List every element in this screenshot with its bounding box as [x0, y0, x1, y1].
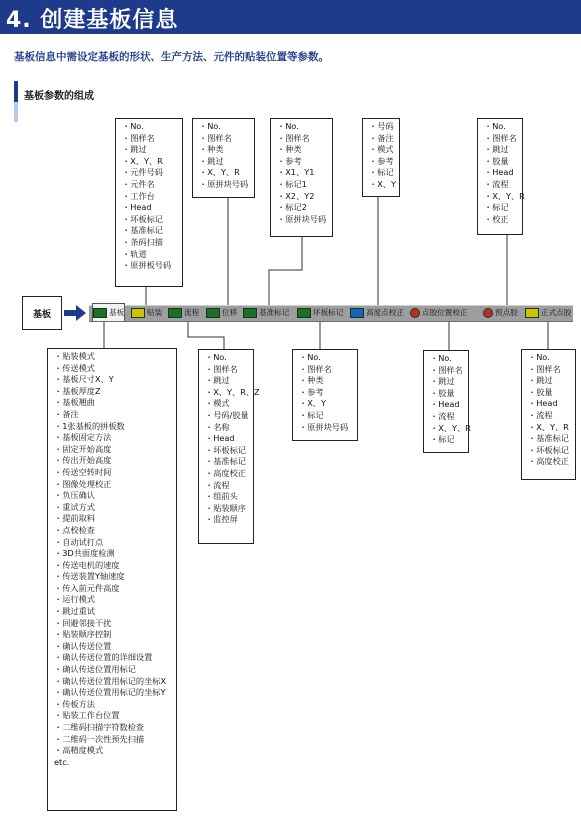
list-item: ・贴装模式 [54, 351, 95, 361]
list-item: ・参考 [299, 386, 324, 397]
list-item: ・种类 [299, 375, 324, 386]
list-item: ・元件名 [122, 178, 155, 189]
list-item: ・传板方法 [54, 698, 95, 709]
list-item: ・X、Y [369, 178, 396, 189]
list-item: ・高精度模式 [54, 745, 104, 756]
list-item: ・基准标记 [528, 433, 569, 444]
predispense-icon [483, 308, 493, 318]
list-item: ・确认传送位置 [54, 640, 112, 651]
mount-icon [131, 308, 145, 318]
height-icon [350, 308, 364, 318]
list-item: ・种类 [199, 144, 224, 155]
list-item: ・条码扫描 [122, 236, 163, 247]
list-item: ・跳过 [528, 375, 553, 386]
list-item: ・流程 [528, 409, 553, 420]
list-item: ・传出开始高度 [54, 455, 112, 466]
list-item: ・确认传送位置用标记的坐标X [54, 675, 167, 686]
list-item: ・确认传送位置用标记的坐标Y [54, 687, 166, 698]
list-item: ・Head [122, 202, 152, 213]
list-item: ・流程 [205, 479, 230, 490]
tab-fiducial[interactable]: 基准标记 [243, 305, 289, 320]
list-item: ・轨道 [122, 248, 147, 259]
list-item: ・X、Y、R [430, 422, 471, 433]
list-item: ・X2、Y2 [277, 190, 315, 201]
list-item: ・图样名 [277, 132, 310, 143]
list-item: ・流程 [430, 410, 455, 421]
list-item: ・3D共面度检测 [54, 548, 115, 559]
list-item: ・二维码一次性预先扫描 [54, 733, 145, 744]
list-item: ・图样名 [528, 363, 561, 374]
list-item: ・No. [484, 121, 506, 131]
box-height-correction [362, 118, 400, 197]
list-item: ・图样名 [299, 363, 332, 374]
list-item: ・传送电机的速度 [54, 559, 120, 570]
list-item: ・原拼块号码 [277, 213, 327, 224]
tab-offset[interactable]: 位移 [206, 305, 237, 320]
list-item: ・负压确认 [54, 490, 95, 501]
list-item: ・确认传送位置用标记 [54, 664, 136, 675]
list-item: ・标记 [299, 409, 324, 420]
list-item: ・No. [528, 352, 550, 362]
list-item: ・标记2 [277, 202, 307, 213]
list-item: ・号码 [369, 121, 394, 131]
flow-icon [168, 308, 182, 318]
list-item: ・校正 [484, 213, 509, 224]
list-item: ・胶量 [528, 386, 553, 397]
list-item: ・原拼板号码 [122, 260, 172, 271]
tab-dispense-correction[interactable]: 点胶位置校正 [410, 305, 468, 320]
list-item: ・原拼块号码 [299, 421, 349, 432]
list-item: ・模式 [205, 398, 230, 409]
list-item: ・确认传送位置的详细设置 [54, 652, 153, 663]
box-main-dispense [521, 349, 576, 480]
list-item: ・X、Y、R [122, 155, 163, 166]
tab-predispense[interactable]: 预点胶 [483, 305, 518, 320]
tab-mount[interactable]: 贴装 [131, 305, 162, 320]
list-item: ・原拼块号码 [199, 178, 249, 189]
list-item: ・贴装顺序控制 [54, 629, 112, 640]
list-item: ・备注 [54, 408, 79, 419]
list-item: ・种类 [277, 144, 302, 155]
list-item: ・胶量 [484, 155, 509, 166]
list-item: ・重试方式 [54, 501, 95, 512]
list-item: ・坏板标记 [122, 213, 163, 224]
list-item: ・基准标记 [205, 456, 246, 467]
list-item: ・1张基板的拼板数 [54, 420, 125, 431]
list-item: ・X、Y、R [484, 190, 525, 201]
box-mount [115, 118, 183, 287]
list-item: ・元件号码 [122, 167, 163, 178]
list-item: ・二维码扫描字符数检查 [54, 722, 145, 732]
list-item: ・基板尺寸X、Y [54, 374, 114, 385]
maindispense-icon [525, 308, 539, 318]
box-board [47, 348, 177, 811]
arrow-right-icon [64, 305, 86, 321]
list-item: ・跳过 [205, 375, 230, 386]
list-item: ・坏板标记 [528, 444, 569, 455]
list-item: ・点校检查 [54, 524, 95, 535]
list-item: ・No. [199, 121, 221, 131]
list-item: ・标记 [430, 434, 455, 445]
list-item: ・高度校正 [205, 467, 246, 478]
list-item: ・X、Y、R [199, 167, 240, 178]
list-item: ・Head [484, 167, 514, 178]
list-item: ・基板固定方法 [54, 432, 112, 443]
list-item: ・跳过 [199, 155, 224, 166]
section-title: 基板参数的组成 [24, 91, 94, 102]
list-item: ・No. [277, 121, 299, 131]
list-item: ・跳过 [484, 144, 509, 155]
list-item: ・运行模式 [54, 594, 95, 605]
list-item: ・传送装置Y轴速度 [54, 571, 125, 582]
box-offset [192, 118, 255, 198]
list-item: ・回避邻接干扰 [54, 617, 112, 628]
board-root-box: 基板 [22, 296, 62, 330]
list-item: ・Head [528, 398, 558, 409]
list-item: ・参考 [277, 155, 302, 166]
page-title: 4. 创建基板信息 [6, 8, 179, 33]
board-icon [93, 308, 107, 318]
box-dispense-correction [423, 350, 469, 453]
list-item: ・基板翘曲 [54, 397, 95, 408]
list-item: ・跳过重试 [54, 606, 95, 617]
list-item: ・固定开始高度 [54, 443, 112, 454]
list-item: ・组前头 [205, 491, 238, 502]
list-item: ・高度校正 [528, 456, 569, 467]
list-item: ・传入前元件高度 [54, 582, 120, 593]
box-predispense [477, 118, 523, 235]
list-item: ・No. [299, 352, 321, 362]
list-item: ・图样名 [484, 132, 517, 143]
list-item: ・标记 [369, 167, 394, 178]
list-item: ・传送空转时间 [54, 466, 112, 477]
tab-main-dispense[interactable]: 正式点胶 [525, 305, 571, 320]
list-item: ・X、Y、R [528, 421, 569, 432]
list-item: ・监控屏 [205, 514, 238, 525]
list-item: ・基板厚度Z [54, 385, 101, 396]
list-item: ・图像处理校正 [54, 478, 112, 489]
tab-flow[interactable]: 流程 [168, 305, 199, 320]
list-item: ・流程 [484, 178, 509, 189]
list-item: ・图样名 [122, 132, 155, 143]
list-item: ・提前取料 [54, 513, 95, 524]
list-item: ・备注 [369, 132, 394, 143]
list-item: ・贴装工作台位置 [54, 710, 120, 721]
list-item: ・胶量 [430, 387, 455, 398]
list-item: ・No. [205, 352, 227, 362]
list-item: ・自动试打点 [54, 536, 104, 547]
tab-height[interactable]: 高度点校正 [350, 305, 404, 320]
list-item: ・图样名 [205, 363, 238, 374]
list-item: ・传送模式 [54, 362, 95, 373]
list-item: ・号码/胶量 [205, 409, 249, 420]
list-item: etc. [54, 756, 70, 767]
dispense-icon [410, 308, 420, 318]
list-item: ・跳过 [430, 376, 455, 387]
subtitle: 基板信息中需设定基板的形状、生产方法、元件的贴装位置等参数。 [14, 51, 329, 63]
list-item: ・参考 [369, 155, 394, 166]
list-item: ・图样名 [199, 132, 232, 143]
list-item: ・名称 [205, 421, 230, 432]
list-item: ・X、Y [299, 398, 326, 409]
tab-badmark[interactable]: 坏板标记 [297, 305, 343, 320]
list-item: ・标记1 [277, 178, 307, 189]
list-item: ・图样名 [430, 364, 463, 375]
list-item: ・X1、Y1 [277, 167, 315, 178]
list-item: ・Head [205, 433, 235, 444]
box-badmark [270, 118, 333, 237]
list-item: ・Head [430, 399, 460, 410]
badmark-icon [297, 308, 311, 318]
list-item: ・X、Y、R、Z [205, 386, 260, 397]
list-item: ・标记 [484, 202, 509, 213]
list-item: ・模式 [369, 144, 394, 155]
fiducial-icon [243, 308, 257, 318]
list-item: ・No. [430, 353, 452, 363]
list-item: ・跳过 [122, 144, 147, 155]
offset-icon [206, 308, 220, 318]
list-item: ・工作台 [122, 190, 155, 201]
list-item: ・贴装顺序 [205, 502, 246, 513]
list-item: ・基准标记 [122, 225, 163, 236]
box-fiducial [292, 349, 358, 441]
box-flow [198, 349, 260, 544]
tab-board[interactable]: 基板 [92, 303, 125, 321]
list-item: ・No. [122, 121, 144, 131]
list-item: ・坏板标记 [205, 444, 246, 455]
